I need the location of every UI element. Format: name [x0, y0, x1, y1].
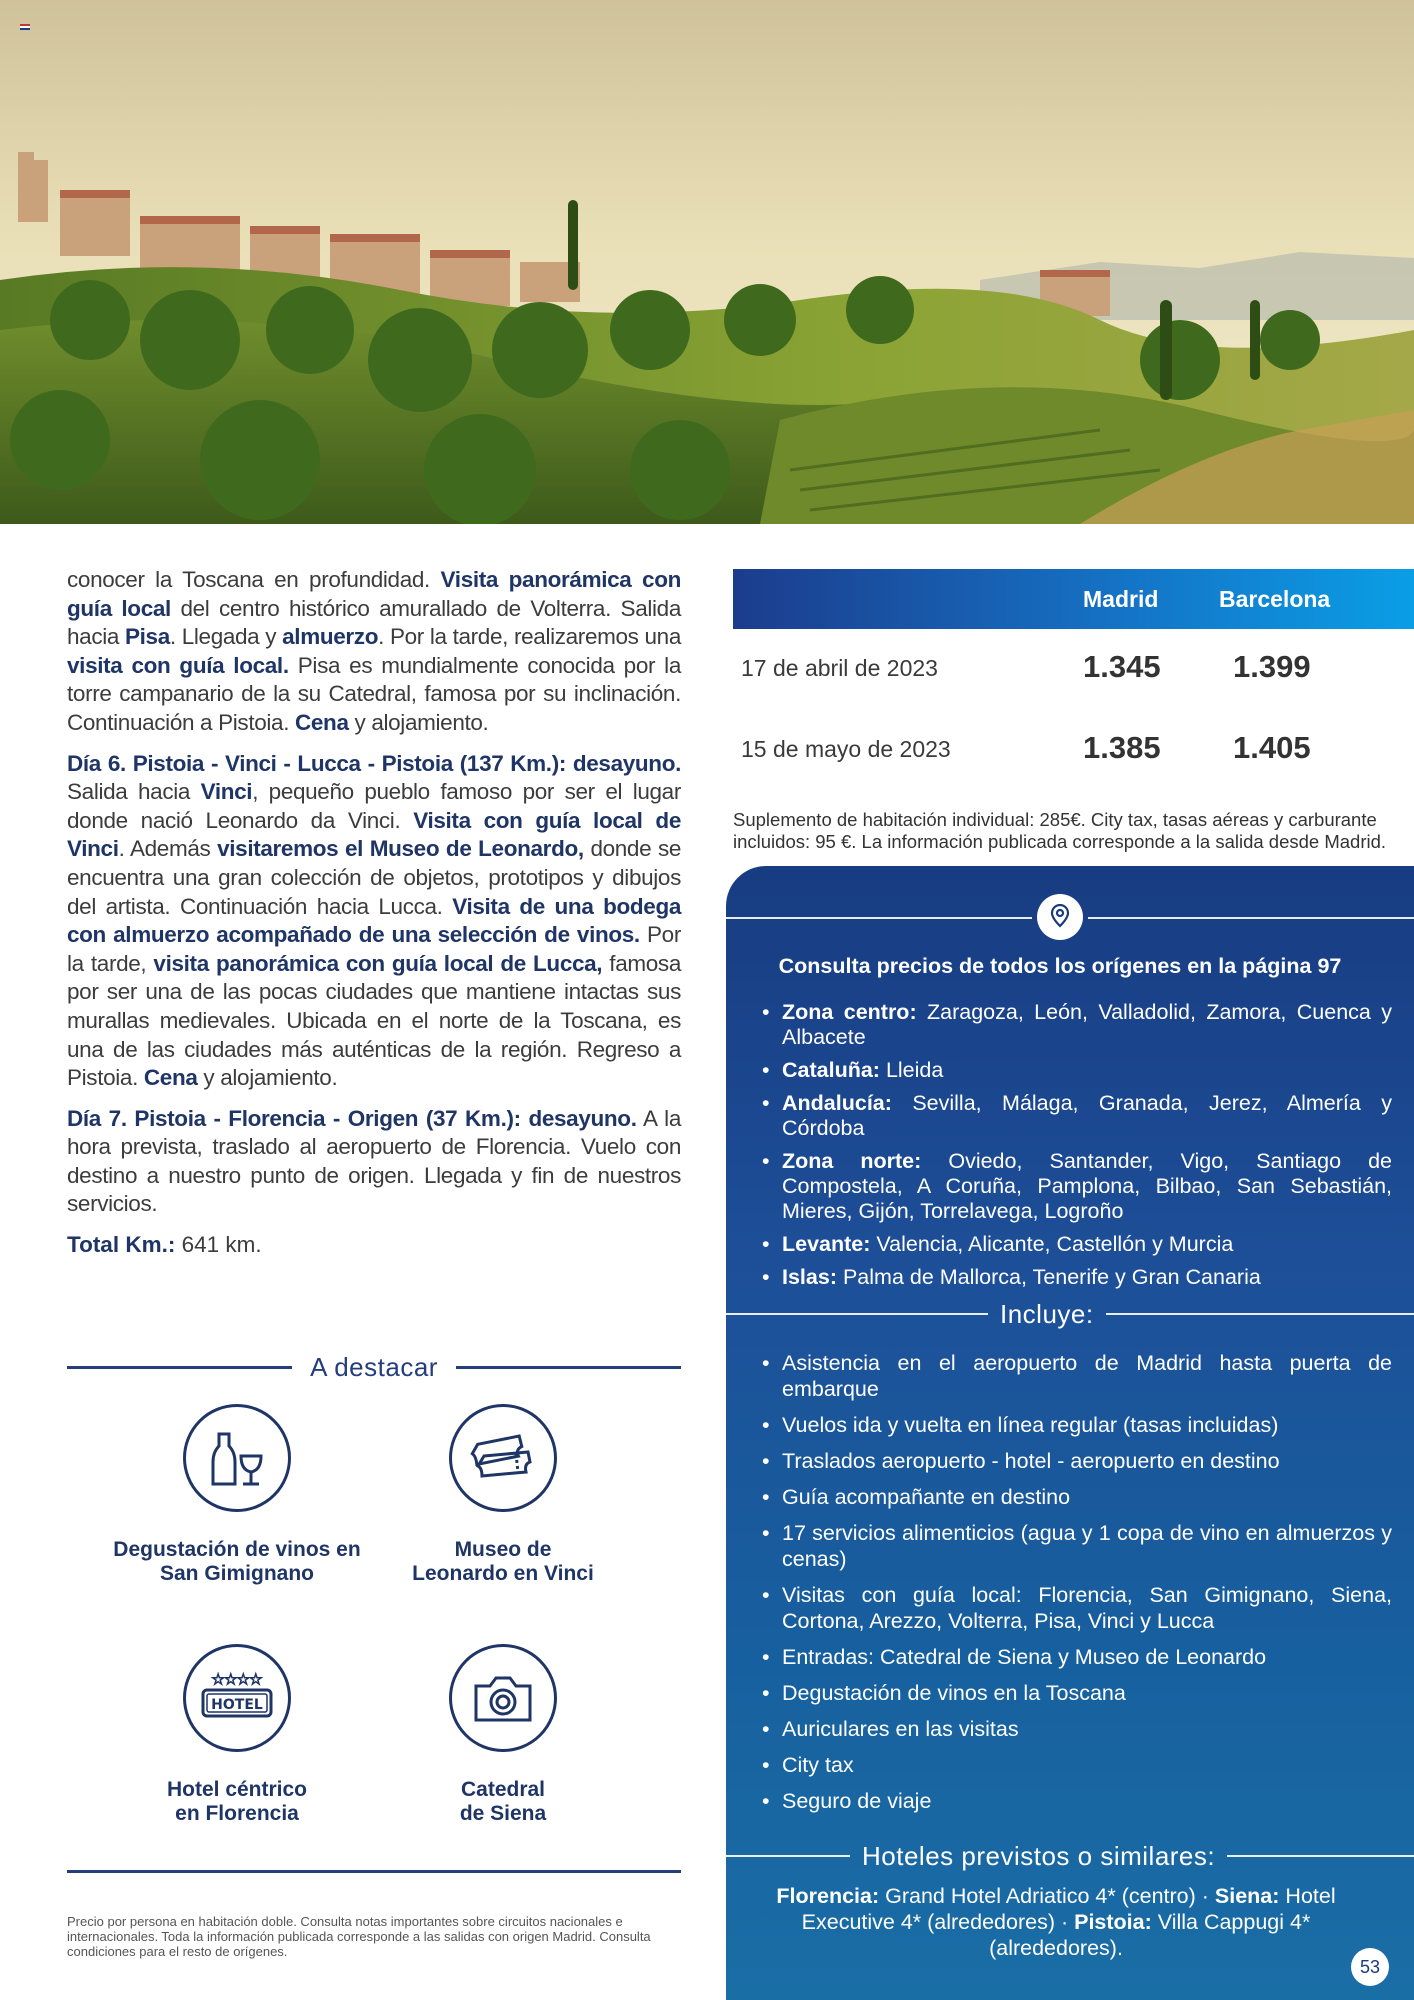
list-item: • Seguro de viaje	[762, 1788, 1392, 1814]
column-header-barcelona: Barcelona	[1219, 586, 1331, 612]
table-row	[733, 710, 1414, 791]
flag-icon	[20, 24, 30, 31]
highlights-title: A destacar	[310, 1351, 438, 1382]
zone-name: Islas:	[782, 1265, 837, 1289]
price-barcelona: 1.405	[1233, 730, 1311, 765]
origins-list	[762, 1000, 1392, 1298]
list-item: • Degustación de vinos en la Toscana	[762, 1680, 1392, 1706]
zone-cities: Zaragoza, León, Valladolid, Zamora, Cuenca y Albacete	[782, 1000, 1392, 1049]
zone-cities: Oviedo, Santander, Vigo, Santiago de Compostela, A Coruña, Pamplona, Bilbao, San Sebastián, Mieres, Gijón, Torrelavega, Logroño	[782, 1149, 1392, 1223]
price-madrid: 1.345	[1083, 649, 1161, 684]
info-panel	[726, 866, 1414, 2000]
wine-icon	[183, 1404, 291, 1512]
highlight-text: Día 6. Pistoia - Vinci - Lucca - Pistoia (137 Km.): desayuno.	[67, 750, 681, 776]
zone-cities: Sevilla, Málaga, Granada, Jerez, Almería y Córdoba	[782, 1091, 1392, 1140]
divider	[67, 1870, 681, 1873]
supplement-note: Suplemento de habitación individual: 285€. City tax, tasas aéreas y carburante incluidos: 95 €. La información publicada corresponde a la salida desde Madrid.	[733, 809, 1387, 852]
hotel-name: Grand Hotel Adriatico 4* (centro) ·	[879, 1884, 1215, 1908]
body-text-run: . Además	[118, 836, 218, 862]
departure-date: 17 de abril de 2023	[741, 655, 938, 681]
highlight-text: Visita de una bodega con almuerzo acompañado de una selección de vinos.	[67, 893, 682, 948]
itinerary-paragraph	[67, 566, 681, 738]
zone-name: Levante:	[782, 1232, 871, 1256]
highlights-heading	[67, 1350, 681, 1384]
itinerary-text	[67, 566, 681, 1259]
itinerary-paragraph	[67, 1105, 681, 1219]
feature-siena-cathedral	[353, 1644, 653, 1826]
list-item: • Asistencia en el aeropuerto de Madrid hasta puerta de embarque	[762, 1350, 1392, 1402]
divider	[726, 917, 1032, 919]
zone-name: Zona norte:	[782, 1149, 922, 1173]
list-item	[762, 1058, 1392, 1083]
includes-heading	[726, 1298, 1414, 1330]
zone-cities: Palma de Mallorca, Tenerife y Gran Canaria	[836, 1265, 1261, 1289]
list-item: • Traslados aeropuerto - hotel - aeropuerto en destino	[762, 1448, 1392, 1474]
list-item	[762, 1091, 1392, 1141]
feature-label: Degustación de vinos en San Gimignano	[113, 1538, 361, 1585]
zone-cities: Lleida	[879, 1058, 944, 1082]
list-item	[762, 1265, 1392, 1290]
zone-name: Andalucía:	[782, 1091, 892, 1115]
price-table	[733, 569, 1414, 853]
total-km-value: 641 km.	[175, 1232, 262, 1258]
itinerary-paragraph	[67, 750, 681, 1093]
list-item	[762, 1232, 1392, 1257]
body-text-run: del centro histórico amurallado de Volterra. Salida hacia	[67, 595, 681, 650]
highlight-text: visita con guía local.	[67, 652, 289, 678]
body-text-run: y alojamiento.	[197, 1065, 338, 1091]
body-text-run: Por la tarde,	[67, 922, 681, 976]
highlight-text: Visita panorámica con guía local	[67, 567, 682, 621]
highlight-text: Pisa	[124, 624, 170, 650]
feature-label: Catedral de Siena	[459, 1778, 547, 1825]
body-text-run: Pisa es mundialmente conocida por la torre campanario de la su Catedral, famosa por su inclinación. Continuación a Pistoia.	[67, 652, 681, 735]
body-text-run: , pequeño pueblo famoso por ser el lugar donde nació Leonardo da Vinci.	[67, 779, 681, 833]
column-header-madrid: Madrid	[1083, 586, 1159, 612]
body-text-run: y alojamiento.	[348, 709, 489, 735]
ticket-icon	[449, 1404, 557, 1512]
hotel-name: Hotel Executive 4* (alrededores) ·	[801, 1884, 1336, 1934]
body-text-run: . Llegada y	[169, 624, 283, 650]
divider	[1088, 917, 1414, 919]
list-item: • Vuelos ida y vuelta en línea regular (tasas incluidas)	[762, 1412, 1392, 1438]
list-item: • Auriculares en las visitas	[762, 1716, 1392, 1742]
price-table-header	[733, 569, 1414, 629]
feature-leonardo-museum	[353, 1404, 653, 1586]
body-text-run: Salida hacia	[67, 779, 201, 805]
camera-icon	[449, 1644, 557, 1752]
hotel-city: Pistoia:	[1074, 1910, 1152, 1934]
hero-landscape-image	[0, 0, 1414, 524]
body-text-run: . Por la tarde, realizaremos una	[378, 624, 681, 650]
highlight-text: Día 7. Pistoia - Florencia - Origen (37 Km.): desayuno.	[67, 1105, 637, 1131]
highlight-text: almuerzo	[282, 624, 379, 650]
departure-date: 15 de mayo de 2023	[741, 736, 951, 762]
hotels-list	[766, 1883, 1346, 1961]
highlight-text: Visita con guía local de Vinci	[67, 807, 681, 862]
list-item: • Guía acompañante en destino	[762, 1484, 1392, 1510]
list-item: • 17 servicios alimenticios (agua y 1 copa de vino en almuerzos y cenas)	[762, 1520, 1392, 1572]
zone-cities: Valencia, Alicante, Castellón y Murcia	[870, 1232, 1234, 1256]
total-km	[67, 1231, 681, 1259]
includes-title: Incluye:	[1000, 1298, 1094, 1329]
list-item	[762, 1000, 1392, 1050]
list-item: • Entradas: Catedral de Siena y Museo de Leonardo	[762, 1644, 1392, 1670]
table-row	[733, 629, 1414, 710]
hotel-city: Siena:	[1214, 1884, 1280, 1908]
zone-name: Cataluña:	[782, 1058, 880, 1082]
list-item: • City tax	[762, 1752, 1392, 1778]
price-madrid: 1.385	[1083, 730, 1161, 765]
highlight-text: Cena	[295, 709, 349, 735]
zone-name: Zona centro:	[782, 1000, 917, 1024]
feature-wine-tasting	[87, 1404, 387, 1586]
feature-label: Museo de Leonardo en Vinci	[412, 1538, 594, 1585]
total-km-label: Total Km.:	[67, 1232, 176, 1258]
list-item: • Visitas con guía local: Florencia, San Gimignano, Siena, Cortona, Arezzo, Volterra, Pisa, Vinci y Lucca	[762, 1582, 1392, 1634]
location-pin-icon	[1037, 894, 1083, 940]
svg-text:HOTEL: HOTEL	[211, 1697, 263, 1713]
hotel-name: Villa Cappugi 4* (alrededores).	[989, 1910, 1311, 1960]
price-barcelona: 1.399	[1233, 649, 1311, 684]
highlight-text: visitaremos el Museo de Leonardo,	[217, 836, 584, 862]
feature-central-hotel	[87, 1644, 387, 1826]
body-text-run: A la hora prevista, traslado al aeropuerto de Florencia. Vuelo con destino a nuestro punto de origen. Llegada y fin de nuestros servicios.	[67, 1105, 681, 1217]
price-footnote: Precio por persona en habitación doble. Consulta notas importantes sobre circuitos nacionales e internacionales. Toda la información publicada corresponde a las salidas con origen Madrid. Consulta condiciones para el resto de orígenes.	[67, 1914, 651, 1959]
list-item	[762, 1149, 1392, 1224]
svg-text:★★★★: ★★★★	[211, 1672, 263, 1688]
hotel-icon	[183, 1644, 291, 1752]
highlight-text: Vinci	[200, 779, 253, 805]
origins-prices-note: Consulta precios de todos los orígenes en la página 97	[778, 954, 1342, 978]
includes-list	[762, 1350, 1392, 1824]
page-number: 53	[1351, 1948, 1389, 1986]
hotel-city: Florencia:	[776, 1884, 880, 1908]
hotels-title: Hoteles previstos o similares:	[862, 1840, 1216, 1871]
highlight-text: Cena	[143, 1065, 198, 1091]
highlight-text: visita panorámica con guía local de Lucca,	[153, 950, 603, 976]
body-text-run: donde se encuentra una gran colección de objetos, prototipos y dibujos del artista. Continuación hacia Lucca.	[67, 836, 682, 919]
feature-label: Hotel céntrico en Florencia	[166, 1778, 308, 1825]
hotels-heading	[726, 1840, 1414, 1872]
body-text-run: famosa por ser una de las pocas ciudades que mantiene intactas sus murallas medievales. Ubicada en el norte de la Toscana, es una de las ciudades más auténticas de la región. Regreso a Pistoia.	[67, 950, 681, 1091]
body-text-run: conocer la Toscana en profundidad.	[67, 567, 441, 592]
